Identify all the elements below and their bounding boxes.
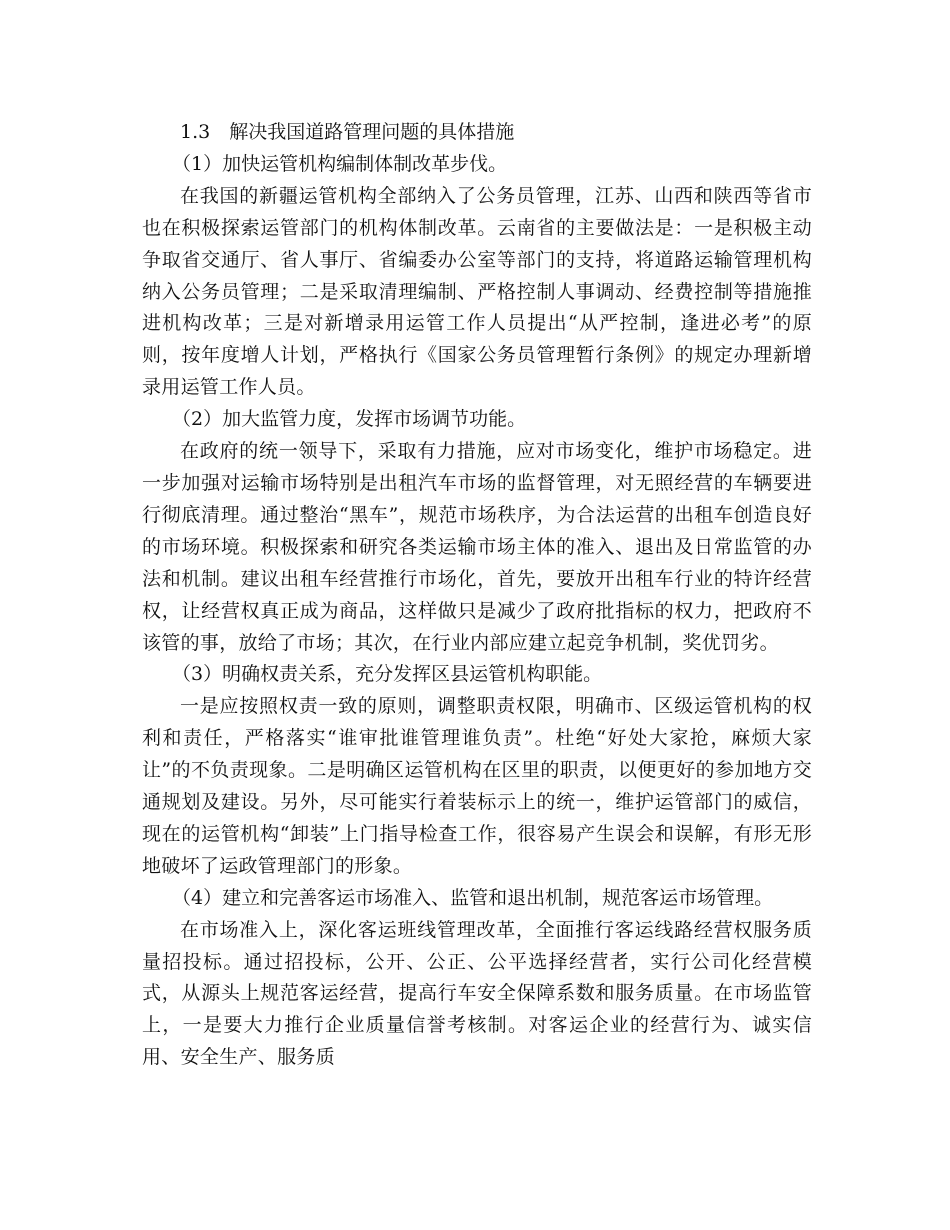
item-body-3: 一是应按照权责一致的原则，调整职责权限，明确市、区级运管机构的权利和责任，严格落实“谁审批谁管理谁负责”。杜绝“好处大家抢，麻烦大家让”的不负责现象。二是明确区运管机构在区里的职责，以便更好的参加地方交通规划及建设。另外，尽可能实行着装标示上的统一，维护运管部门的威信，现在的运管机构“卸装”上门指导检查工作，很容易产生误会和误解，有形无形地破坏了运政管理部门的形象。 [142,695,812,877]
item-title-1: （1）加快运管机构编制体制改革步伐。 [172,152,508,175]
item-body-1: 在我国的新疆运管机构全部纳入了公务员管理，江苏、山西和陕西等省市也在积极探索运管部门的机构体制改革。云南省的主要做法是：一是积极主动争取省交通厅、省人事厅、省编委办公室等部门的支持，将道路运输管理机构纳入公务员管理；二是采取清理编制、严格控制人事调动、经费控制等措施推进机构改革；三是对新增录用运管工作人员提出“从严控制，逢进必考”的原则，按年度增人计划，严格执行《国家公务员管理暂行条例》的规定办理新增录用运管工作人员。 [142,184,812,399]
document-page [142,117,812,1074]
section-heading: 1.3 解决我国道路管理问题的具体措施 [180,121,515,143]
item-body-2: 在政府的统一领导下，采取有力措施，应对市场变化，维护市场稳定。进一步加强对运输市场特别是出租汽车市场的监督管理，对无照经营的车辆要进行彻底清理。通过整治“黑车”，规范市场秩序，为合法运营的出租车创造良好的市场环境。积极探索和研究各类运输市场主体的准入、退出及日常监管的办法和机制。建议出租车经营推行市场化，首先，要放开出租车行业的特许经营权，让经营权真正成为商品，这样做只是减少了政府批指标的权力，把政府不该管的事，放给了市场；其次，在行业内部应建立起竞争机制，奖优罚劣。 [142,440,812,654]
item-title-4: （4）建立和完善客运市场准入、监管和退出机制，规范客运市场管理。 [172,886,774,909]
item-title-3: （3）明确权责关系，充分发挥区县运管机构职能。 [172,663,603,686]
item-body-4: 在市场准入上，深化客运班线管理改革，全面推行客运线路经营权服务质量招投标。通过招投标，公开、公正、公平选择经营者，实行公司化经营模式，从源头上规范客运经营，提高行车安全保障系数和服务质量。在市场监管上，一是要大力推行企业质量信誉考核制。对客运企业的经营行为、诚实信用、安全生产、服务质 [142,918,812,1069]
item-title-2: （2）加大监管力度，发挥市场调节功能。 [172,408,527,431]
